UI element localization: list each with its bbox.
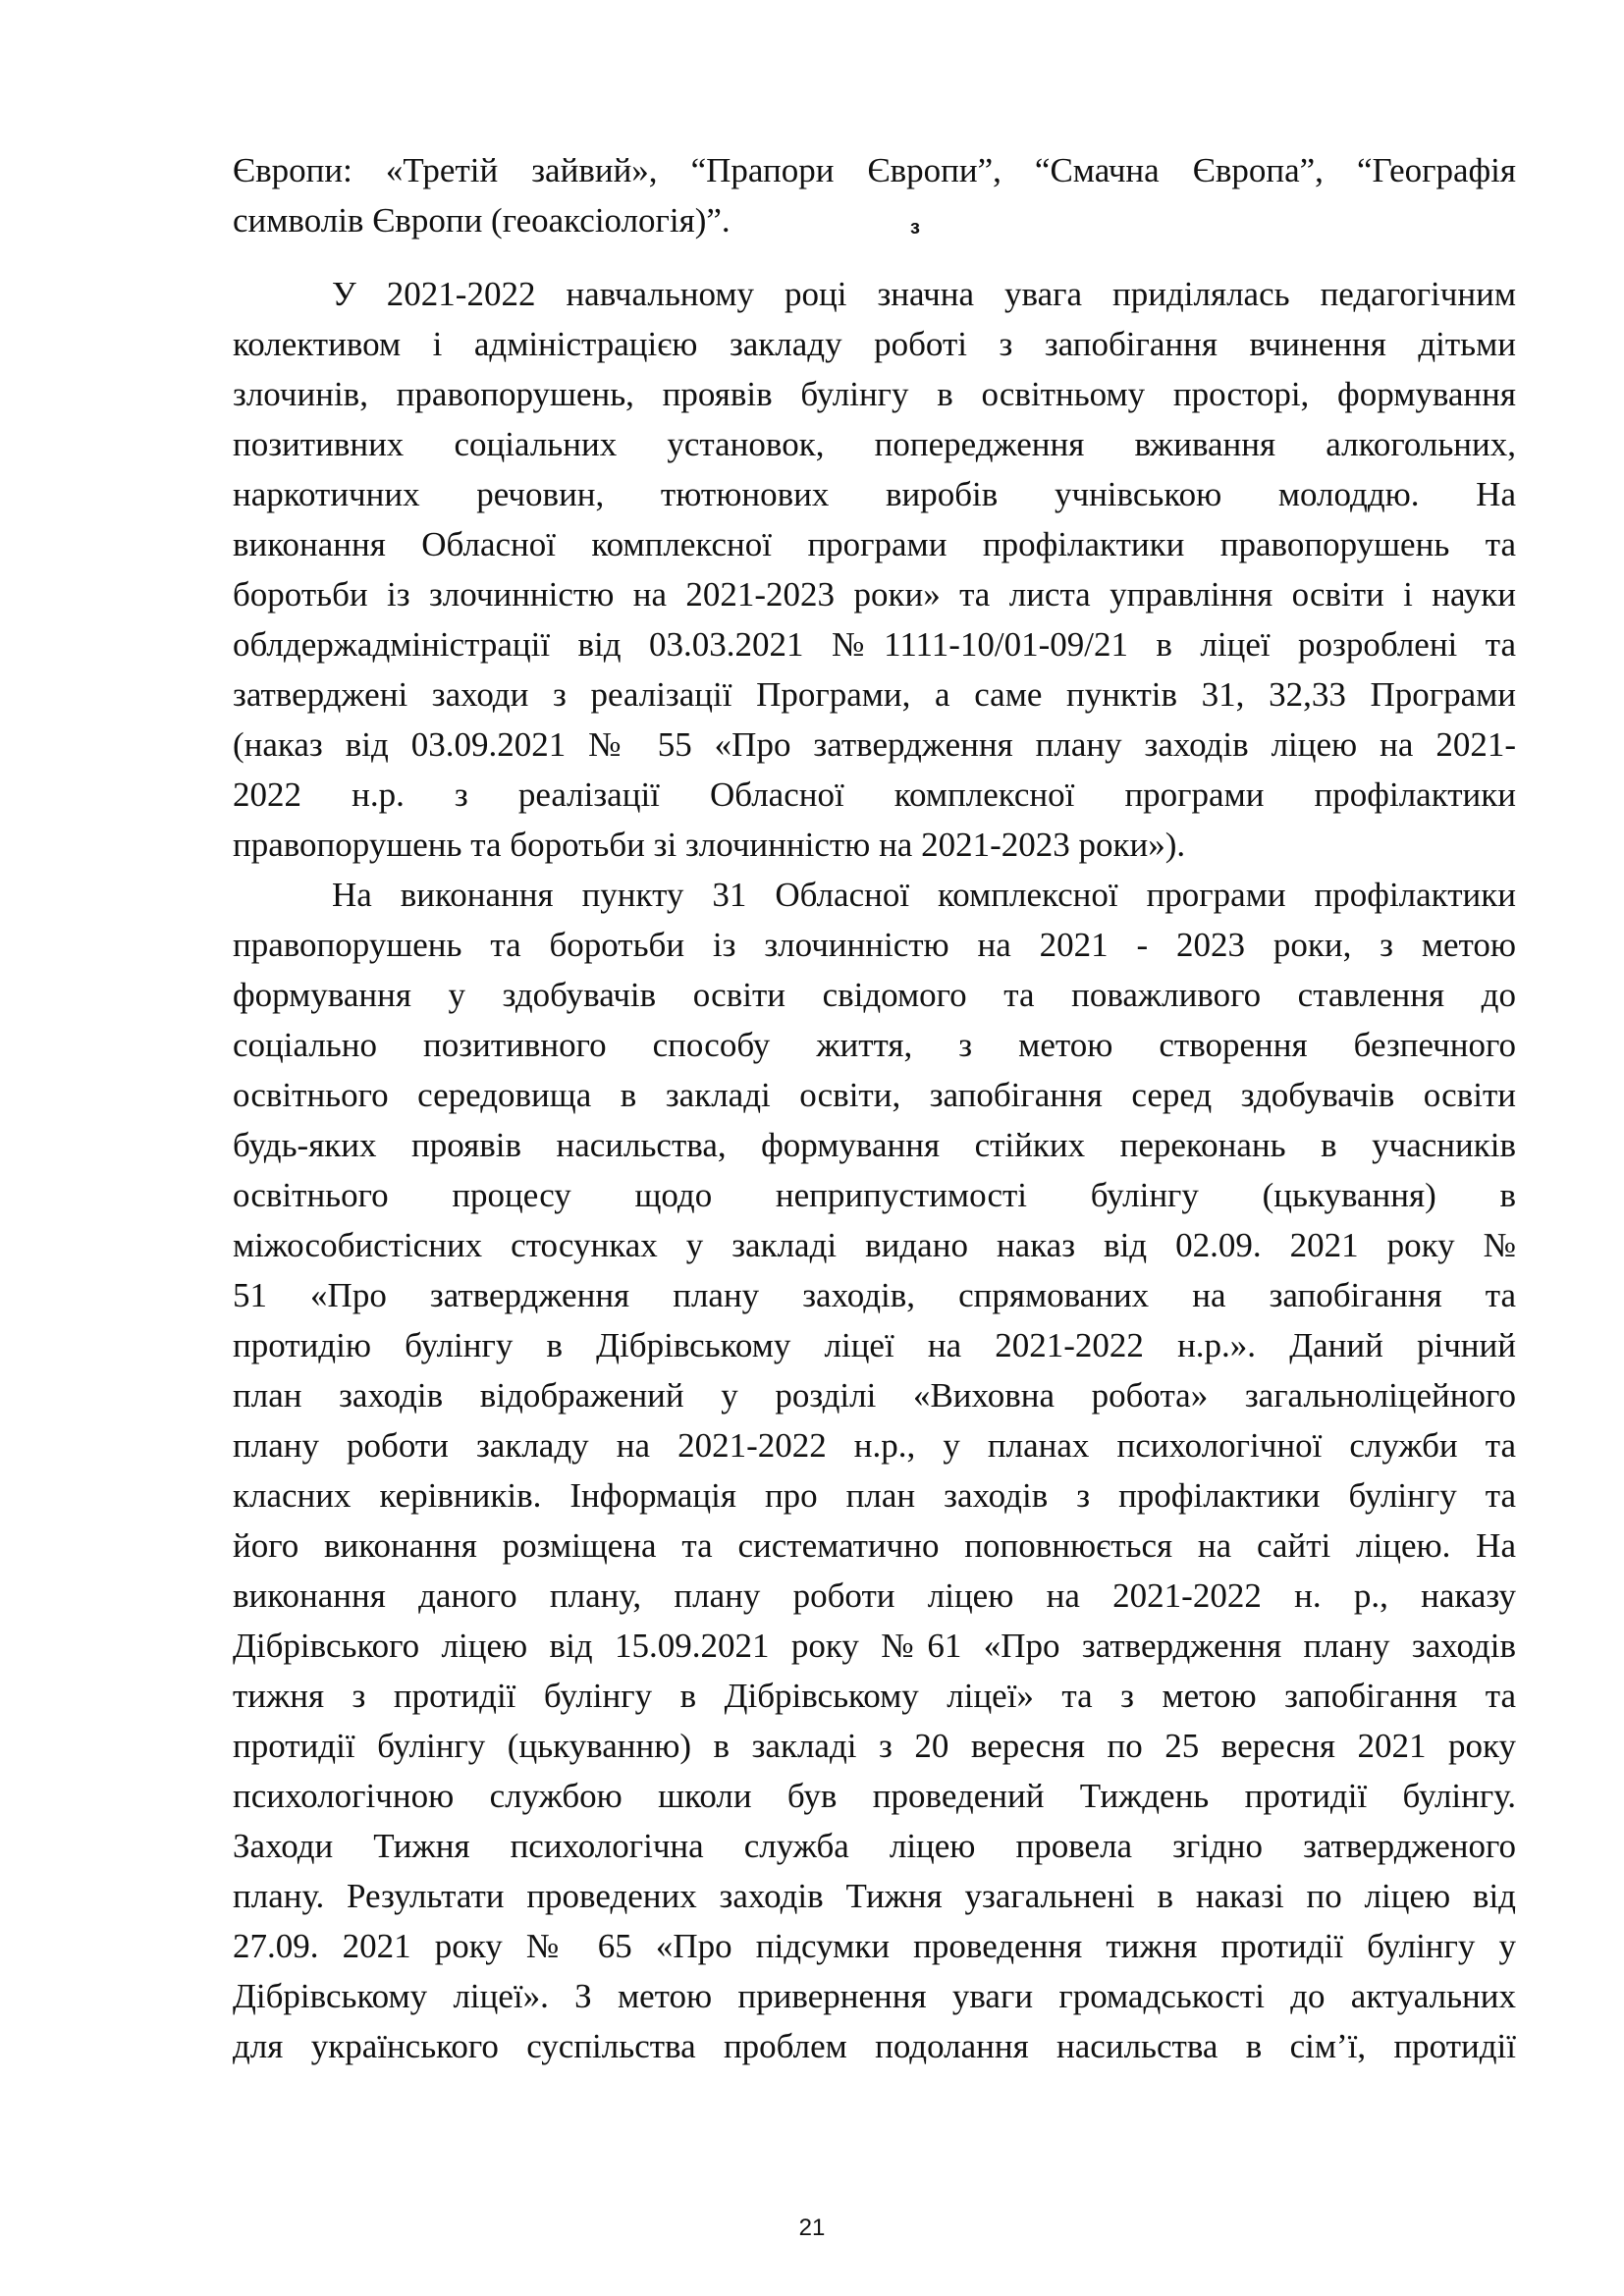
text-line: плану. Результати проведених заходів Тижня узагальнені в наказі по ліцею від	[233, 1877, 1516, 1915]
text-line: формування у здобувачів освіти свідомого та поважливого ставлення до	[233, 976, 1516, 1014]
text-line: Дібрівському ліцеї». З метою привернення уваги громадськості до актуальних	[233, 1977, 1516, 2015]
text-line: Заходи Тижня психологічна служба ліцею провела згідно затвердженого	[233, 1827, 1516, 1865]
text-line: плану роботи закладу на 2021-2022 н.р., у планах психологічної служби та	[233, 1426, 1516, 1465]
text-line: освітнього середовища в закладі освіти, запобігання серед здобувачів освіти	[233, 1076, 1516, 1114]
text-line: міжособистісних стосунках у закладі видано наказ від 02.09. 2021 року №	[233, 1226, 1516, 1264]
text-line: 27.09. 2021 року № 65 «Про підсумки проведення тижня протидії булінгу у	[233, 1927, 1516, 1965]
text-line: соціально позитивного способу життя, з метою створення безпечного	[233, 1026, 1516, 1064]
text-line: 51 «Про затвердження плану заходів, спрямованих на запобігання та	[233, 1276, 1516, 1314]
text-line: протидію булінгу в Дібрівському ліцеї на 2021-2022 н.р.». Даний річний	[233, 1326, 1516, 1364]
text-line: На виконання пункту 31 Обласної комплексної програми профілактики	[332, 876, 1516, 914]
text-line: колективом і адміністрацією закладу роботі з запобігання вчинення дітьми	[233, 325, 1516, 363]
text-line: тижня з протидії булінгу в Дібрівському ліцеї» та з метою запобігання та	[233, 1677, 1516, 1715]
text-line: символів Європи (геоаксіологія)”.	[233, 201, 731, 240]
text-line: затверджені заходи з реалізації Програми, а саме пунктів 31, 32,33 Програми	[233, 675, 1516, 714]
text-line: Дібрівського ліцею від 15.09.2021 року №61 «Про затвердження плану заходів	[233, 1627, 1516, 1665]
stray-marker: з	[910, 217, 920, 239]
text-line: облдержадміністрації від 03.03.2021 №1111-10/01-09/21 в ліцеї розроблені та	[233, 625, 1516, 664]
text-line: класних керівників. Інформація про план заходів з профілактики булінгу та	[233, 1476, 1516, 1515]
text-line: боротьби із злочинністю на 2021-2023 роки» та листа управління освіти і науки	[233, 575, 1516, 614]
text-line: для українського суспільства проблем подолання насильства в сім’ї, протидії	[233, 2027, 1516, 2065]
page-number: 21	[798, 2215, 826, 2241]
text-line: правопорушень та боротьби зі злочинністю на 2021-2023 роки»).	[233, 826, 1186, 864]
text-line: психологічною службою школи був проведений Тиждень протидії булінгу.	[233, 1777, 1516, 1815]
text-line: злочинів, правопорушень, проявів булінгу в освітньому просторі, формування	[233, 375, 1516, 413]
text-line: виконання даного плану, плану роботи ліцею на 2021-2022 н. р., наказу	[233, 1576, 1516, 1615]
text-line: 2022 н.р. з реалізації Обласної комплексної програми профілактики	[233, 775, 1516, 814]
text-line: правопорушень та боротьби із злочинністю на 2021 - 2023 роки, з метою	[233, 926, 1516, 964]
text-line: будь-яких проявів насильства, формування стійких переконань в учасників	[233, 1126, 1516, 1164]
paragraph-1	[233, 145, 1516, 245]
paragraph-gap	[233, 245, 1516, 269]
text-line: виконання Обласної комплексної програми профілактики правопорушень та	[233, 525, 1516, 563]
text-line: У 2021-2022 навчальному році значна увага приділялась педагогічним	[332, 275, 1516, 313]
text-line: позитивних соціальних установок, попередження вживання алкогольних,	[233, 425, 1516, 463]
text-line: протидії булінгу (цькуванню) в закладі з 20 вересня по 25 вересня 2021 року	[233, 1727, 1516, 1765]
text-line: Європи: «Третій зайвий», “Прапори Європи”, “Смачна Європа”, “Географія	[233, 151, 1516, 189]
text-line: (наказ від 03.09.2021 № 55 «Про затвердження плану заходів ліцею на 2021-	[233, 725, 1516, 764]
paragraph-2	[233, 269, 1516, 870]
text-line: його виконання розміщена та систематично поповнюється на сайті ліцею. На	[233, 1526, 1516, 1565]
text-line: план заходів відображений у розділі «Виховна робота» загальноліцейного	[233, 1376, 1516, 1415]
text-line: освітнього процесу щодо неприпустимості булінгу (цькування) в	[233, 1176, 1516, 1214]
text-line: наркотичних речовин, тютюнових виробів учнівською молоддю. На	[233, 475, 1516, 513]
document-body	[233, 145, 1516, 2071]
paragraph-3	[233, 870, 1516, 2071]
